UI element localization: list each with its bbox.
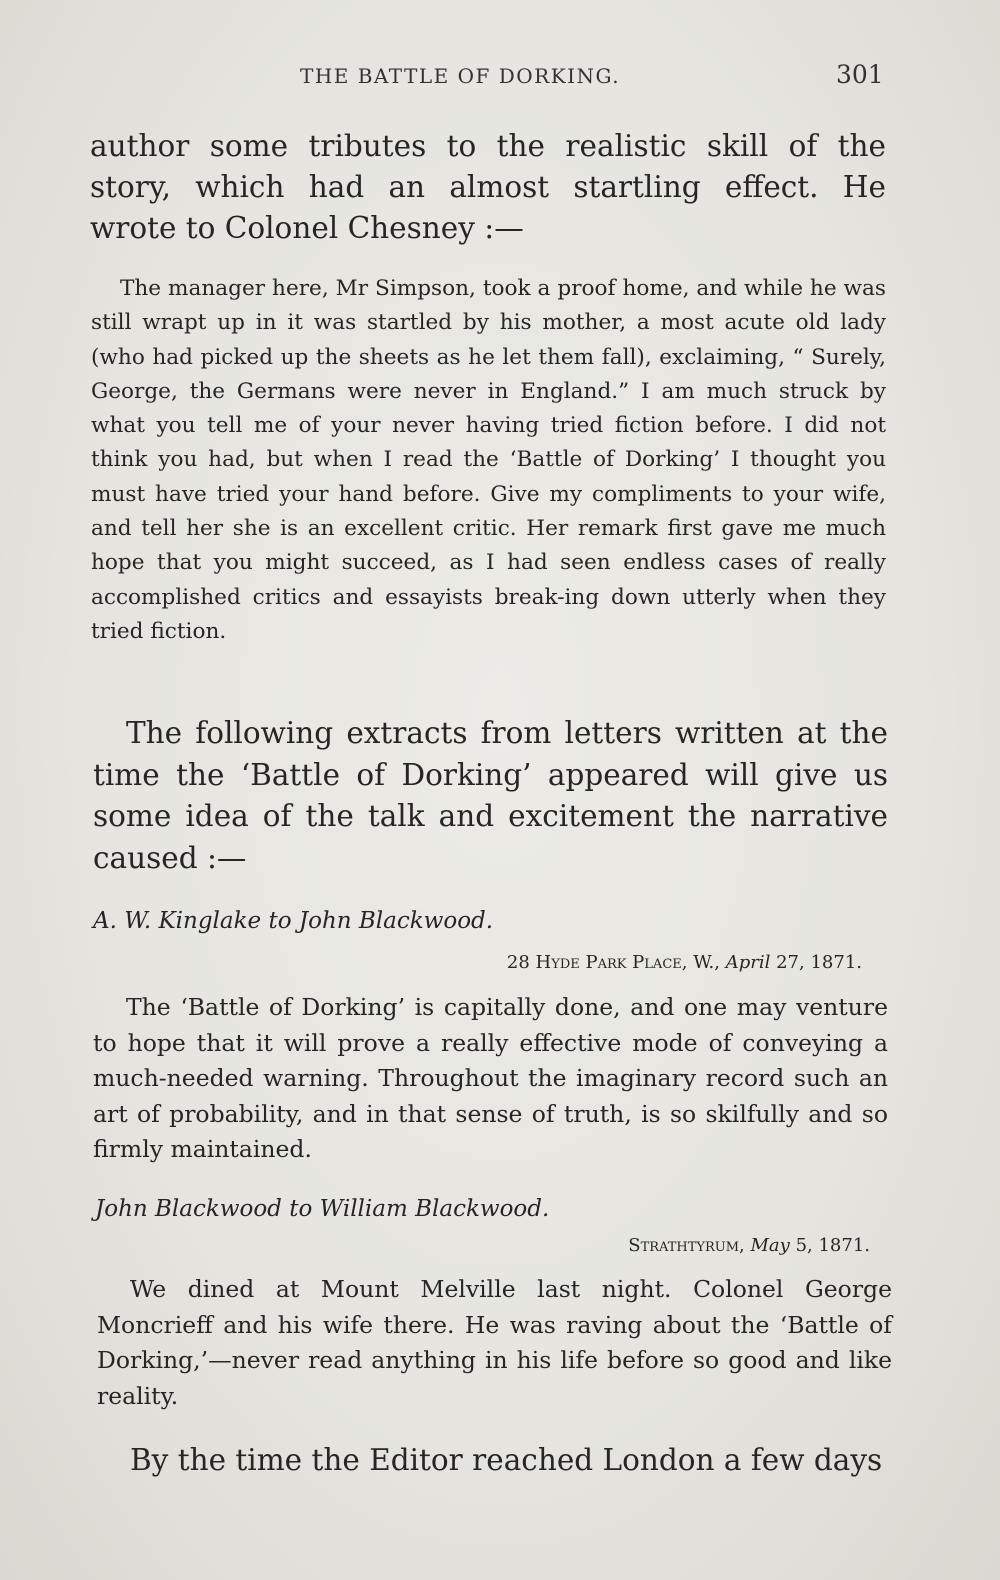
dateline-place: Hyde Park Place, W., (535, 952, 720, 973)
letter-2-dateline (560, 1235, 870, 1256)
dateline-date: 5, 1871. (795, 1235, 870, 1256)
extracts-paragraph: The following extracts from letters written at the time the ‘Battle of Dorking’ appeared will give us some idea of the talk and excitement the narrative caused :— (93, 716, 888, 875)
intro-line-1: author some tributes to the realistic skill of the (90, 129, 886, 163)
intro-line-3: wrote to Colonel Chesney :— (90, 211, 524, 245)
letter-2-salutation: John Blackwood to William Blackwood. (95, 1196, 550, 1222)
letter-1-dateline (420, 952, 862, 973)
letter-1-salutation: A. W. Kinglake to John Blackwood. (93, 908, 494, 934)
letter-1-body: The ‘Battle of Dorking’ is capitally done, and one may venture to hope that it will prove a really effective mode of conveying a much-needed warning. Throughout the imaginary record such an art of probability, and in that sense of truth, is so skilfully and so firmly maintained. (93, 993, 888, 1163)
closing-line: By the time the Editor reached London a few days (130, 1443, 883, 1477)
dateline-place: Strathtyrum, (628, 1235, 745, 1256)
running-title: THE BATTLE OF DORKING. (300, 64, 621, 88)
dateline-number: 28 (506, 952, 530, 973)
quoted-letter-paragraph: The manager here, Mr Simpson, took a proof home, and while he was still wrapt up in it was startled by his mother, a most acute old lady (who had picked up the sheets as he let them fall), exclaiming, “ Surely, George, the Germans were never in England.” I am much struck by what you tell me of your never having tried fiction before. I did not think you had, but when I read the ‘Battle of Dorking’ I thought you must have tried your hand before. Give my compliments to your wife, and tell her she is an excellent critic. Her remark first gave me much hope that you might succeed, as I had seen endless cases of really accomplished critics and essayists break-ing down utterly when they tried fiction. (91, 276, 886, 644)
dateline-month: April (725, 952, 771, 973)
intro-line-2: story, which had an almost startling effect. He (90, 170, 886, 204)
dateline-month: May (750, 1235, 790, 1256)
page-number: 301 (836, 60, 884, 89)
dateline-date: 27, 1871. (776, 952, 862, 973)
letter-2-body: We dined at Mount Melville last night. Colonel George Moncrieff and his wife there. He was raving about the ‘Battle of Dorking,’—never read anything in his life before so good and like reality. (97, 1275, 892, 1410)
